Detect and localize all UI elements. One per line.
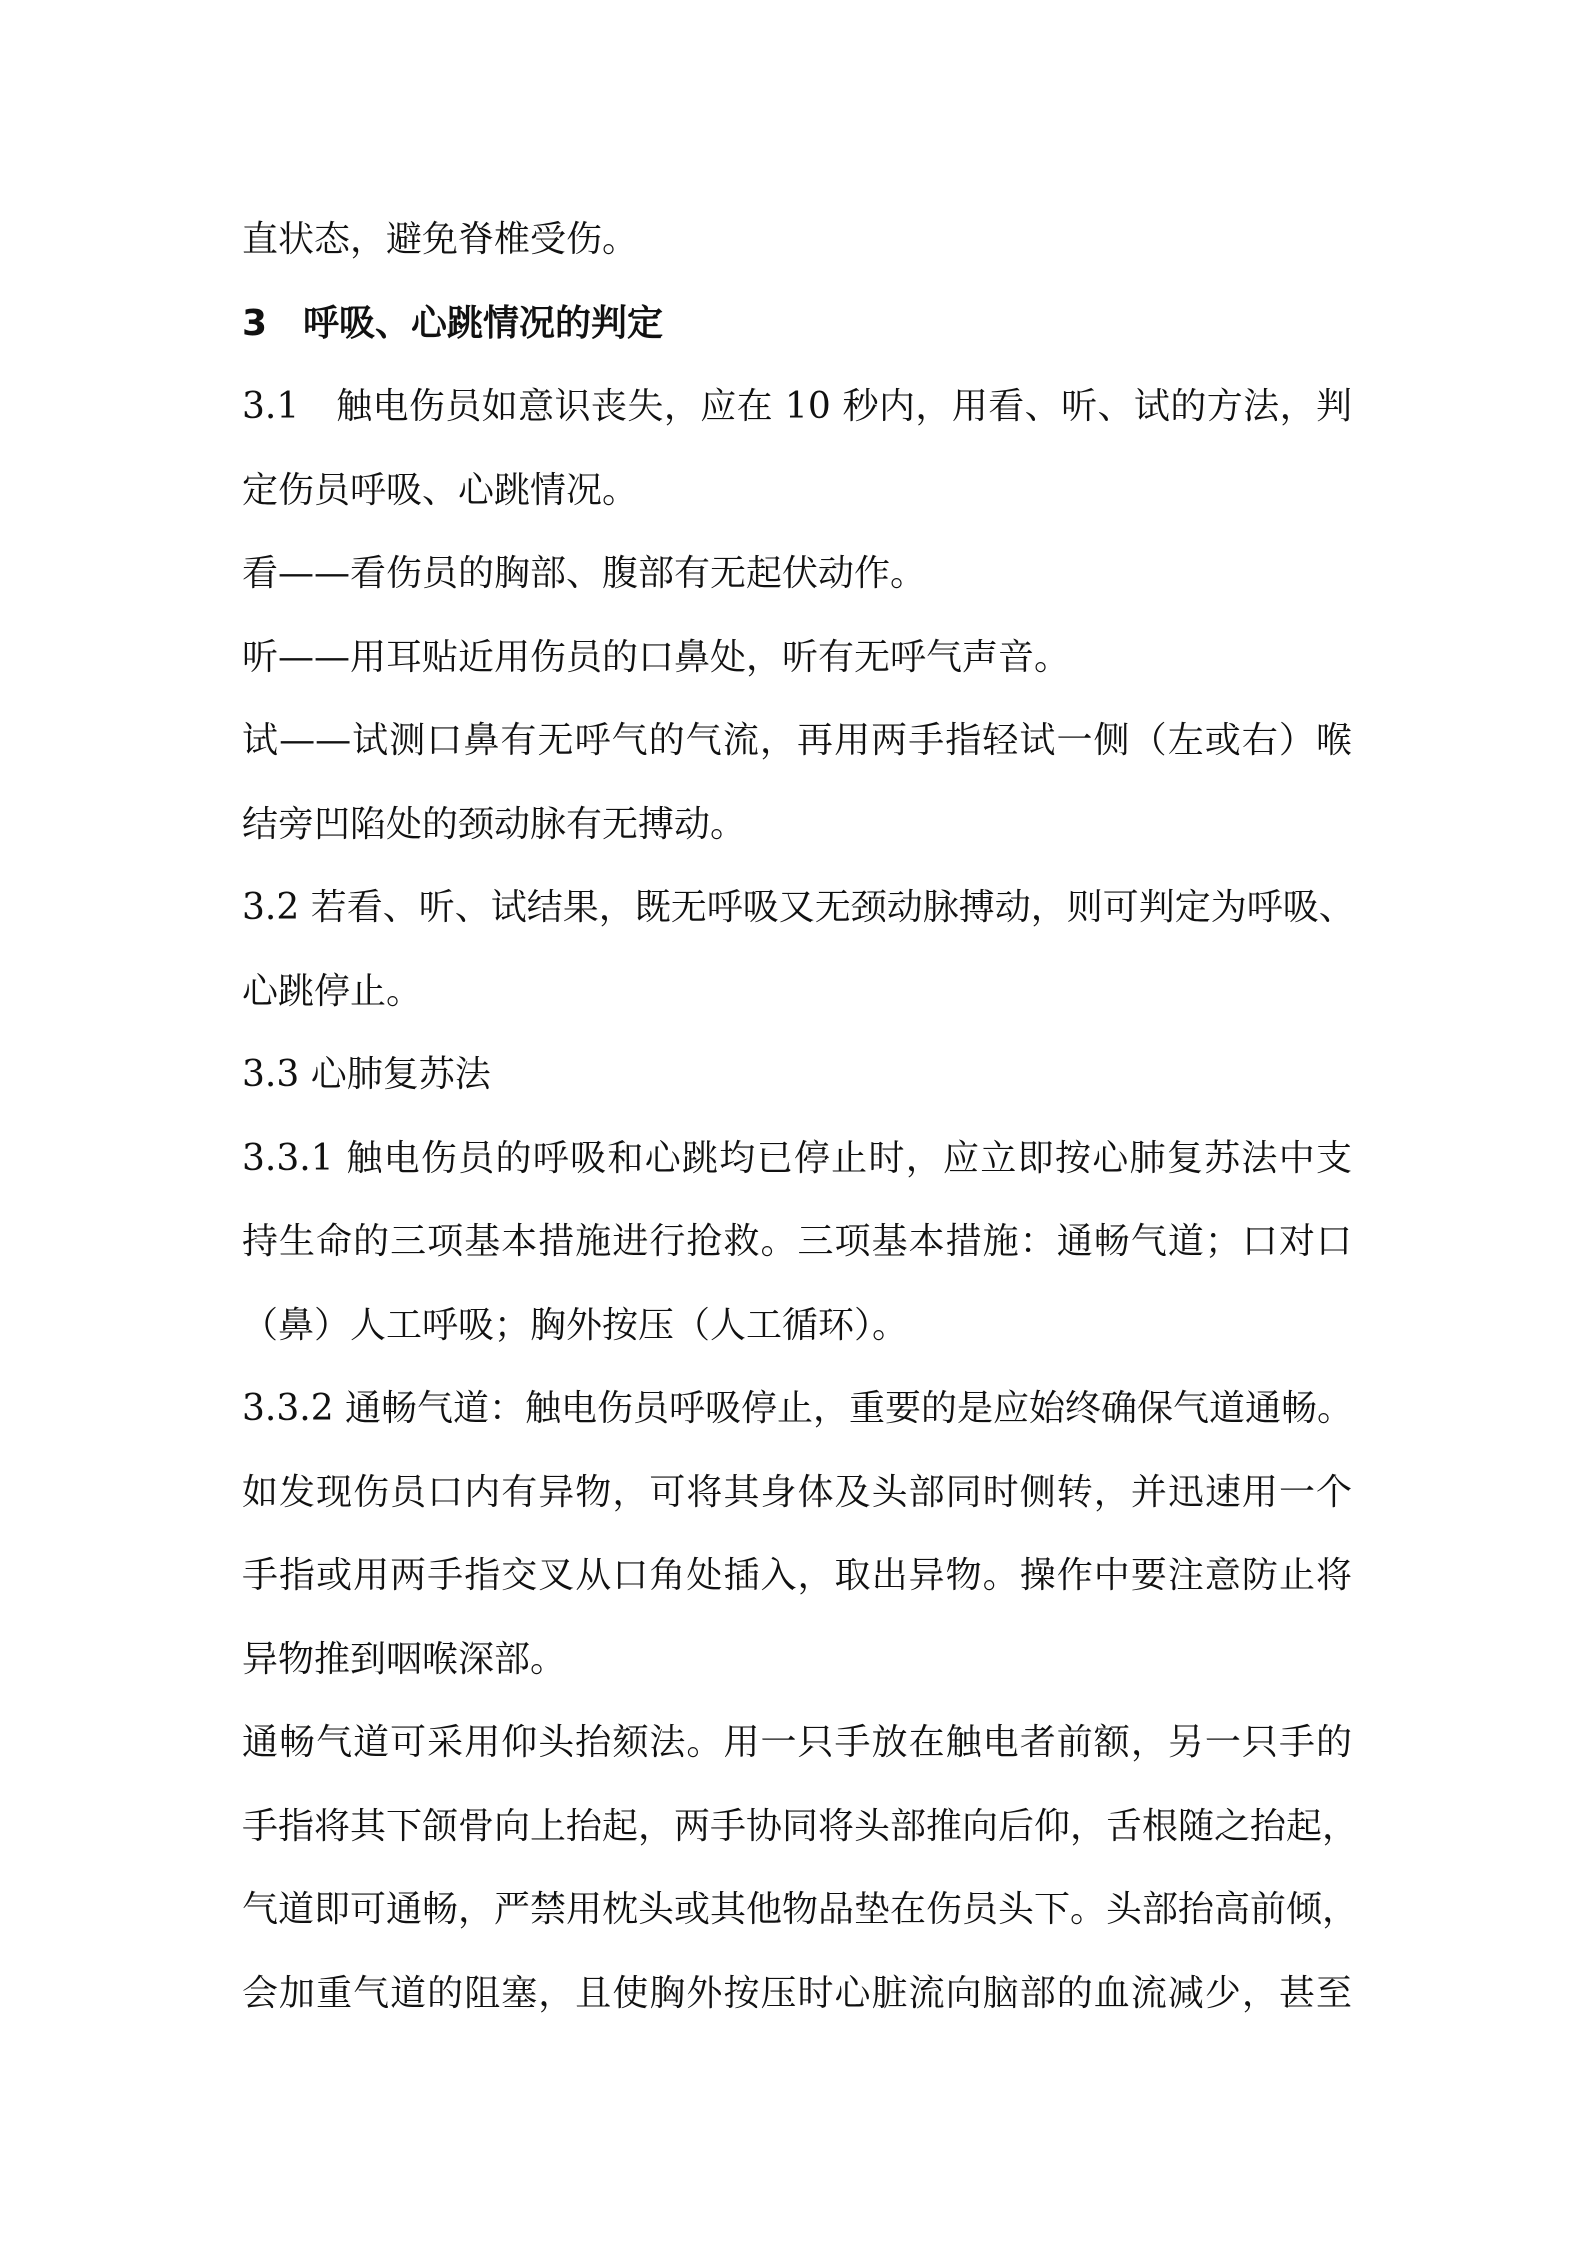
text-line: 3.3.1 触电伤员的呼吸和心跳均已停止时，应立即按心肺复苏法中支 (242, 1137, 1352, 1179)
text-line: 异物推到咽喉深部。 (242, 1638, 567, 1680)
text-line: 手指将其下颌骨向上抬起，两手协同将头部推向后仰，舌根随之抬起， (242, 1805, 1359, 1847)
text-line: 心跳停止。 (242, 970, 423, 1012)
text-line: （鼻）人工呼吸；胸外按压（人工循环）。 (242, 1304, 909, 1346)
text-line: 通畅气道可采用仰头抬颏法。用一只手放在触电者前额，另一只手的 (242, 1722, 1352, 1763)
text-line: 3.2 若看、听、试结果，既无呼吸又无颈动脉搏动，则可判定为呼吸、 (242, 887, 1355, 928)
text-line: 气道即可通畅，严禁用枕头或其他物品垫在伤员头下。头部抬高前倾， (242, 1889, 1359, 1930)
text-line: 3.3.2 通畅气道：触电伤员呼吸停止，重要的是应始终确保气道通畅。 (242, 1388, 1354, 1429)
text-line: 直状态，避免脊椎受伤。 (242, 219, 639, 260)
text-line: 手指或用两手指交叉从口角处插入，取出异物。操作中要注意防止将 (242, 1555, 1352, 1596)
text-line: 持生命的三项基本措施进行抢救。三项基本措施：通畅气道；口对口 (242, 1221, 1352, 1262)
text-line: 定伤员呼吸、心跳情况。 (242, 469, 639, 511)
text-line: 3.3 心肺复苏法 (242, 1054, 491, 1095)
text-line: 看——看伤员的胸部、腹部有无起伏动作。 (242, 553, 927, 594)
text-line: 3.1 触电伤员如意识丧失，应在 10 秒内，用看、听、试的方法，判 (242, 386, 1352, 427)
text-line: 试——试测口鼻有无呼气的气流，再用两手指轻试一侧（左或右）喉 (242, 720, 1352, 761)
text-line: 如发现伤员口内有异物，可将其身体及头部同时侧转，并迅速用一个 (242, 1471, 1352, 1513)
text-line: 会加重气道的阻塞，且使胸外按压时心脏流向脑部的血流减少，甚至 (242, 1972, 1352, 2014)
text-line: 听——用耳贴近用伤员的口鼻处，听有无呼气声音。 (242, 636, 1071, 678)
section-heading: 3 呼吸、心跳情况的判定 (242, 302, 664, 344)
document-body (242, 198, 1359, 2035)
text-line: 结旁凹陷处的颈动脉有无搏动。 (242, 803, 747, 845)
